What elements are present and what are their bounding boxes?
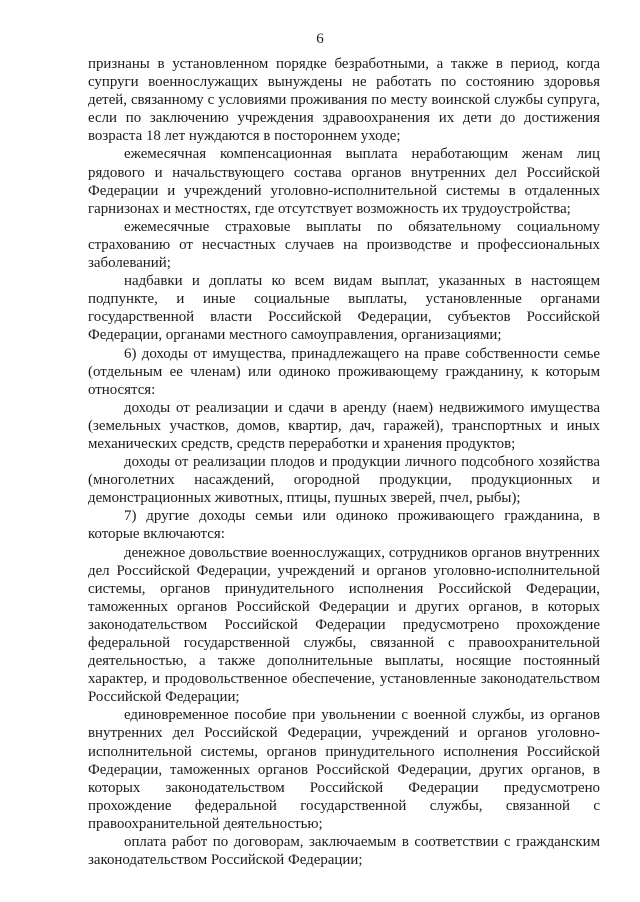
paragraph-compensation-payment: ежемесячная компенсационная выплата неработающим женам лиц рядового и начальствующего состава органов внутренних дел Российской Федерации и учреждений уголовно-исполнительной системы в отдаленных гарнизонах и местностях, где отсутствует возможность их трудоустройства; [88,146,600,217]
paragraph-allowances: надбавки и доплаты ко всем видам выплат, указанных в настоящем подпункте, и иные социальные выплаты, установленные органами государственной власти Российской Федерации, субъектов Российской Федерации, органами местного самоуправления, организациями; [88,273,600,344]
paragraph-military-pay: денежное довольствие военнослужащих, сотрудников органов внутренних дел Российской Федерации, учреждений и органов уголовно-исполнительной системы, органов принудительного исполнения Российской Федерации, таможенных органов Российской Федерации и других органов, в которых законодательством Российской Федерации предусмотрено прохождение федеральной государственной службы, связанной с правоохранительной деятельностью, а также дополнительные выплаты, носящие постоянный характер, и продовольственное обеспечение, установленные законодательством Российской Федерации; [88,544,600,706]
document-body [88,55,600,869]
page-number: 6 [316,31,324,47]
paragraph-contract-payment: оплата работ по договорам, заключаемым в соответствии с гражданским законодательством Российской Федерации; [88,834,600,869]
paragraph-continuation: признаны в установленном порядке безработными, а также в период, когда супруги военнослужащих вынуждены не работать по состоянию здоровья детей, связанному с условиями проживания по месту воинской службы супруга, если по заключению учреждения здравоохранения их дети до достижения возраста 18 лет нуждаются в постороннем уходе; [88,56,600,145]
paragraph-other-income: 7) другие доходы семьи или одиноко проживающего гражданина, в которые включаются: [88,508,600,543]
paragraph-property-income: 6) доходы от имущества, принадлежащего на праве собственности семье (отдельным ее членам) или одиноко проживающему гражданину, к которым относятся: [88,345,600,398]
paragraph-real-estate-income: доходы от реализации и сдачи в аренду (наем) недвижимого имущества (земельных участков, домов, квартир, дач, гаражей), транспортных и иных механических средств, средств переработки и хранения продуктов; [88,399,600,452]
paragraph-insurance-payments: ежемесячные страховые выплаты по обязательному социальному страхованию от несчастных случаев на производстве и профессиональных заболеваний; [88,218,600,272]
paragraph-severance-allowance: единовременное пособие при увольнении с военной службы, из органов внутренних дел Российской Федерации, учреждений и органов уголовно-исполнительной системы, органов принудительного исполнения Российской Федерации, таможенных органов Российской Федерации, других органов, в которых законодательством Российской Федерации предусмотрено прохождение федеральной государственной службы, связанной с правоохранительной деятельностью; [88,707,600,832]
paragraph-farming-income: доходы от реализации плодов и продукции личного подсобного хозяйства (многолетних насаждений, огородной продукции, продукционных и демонстрационных животных, птицы, пушных зверей, пчел, рыбы); [88,454,600,507]
